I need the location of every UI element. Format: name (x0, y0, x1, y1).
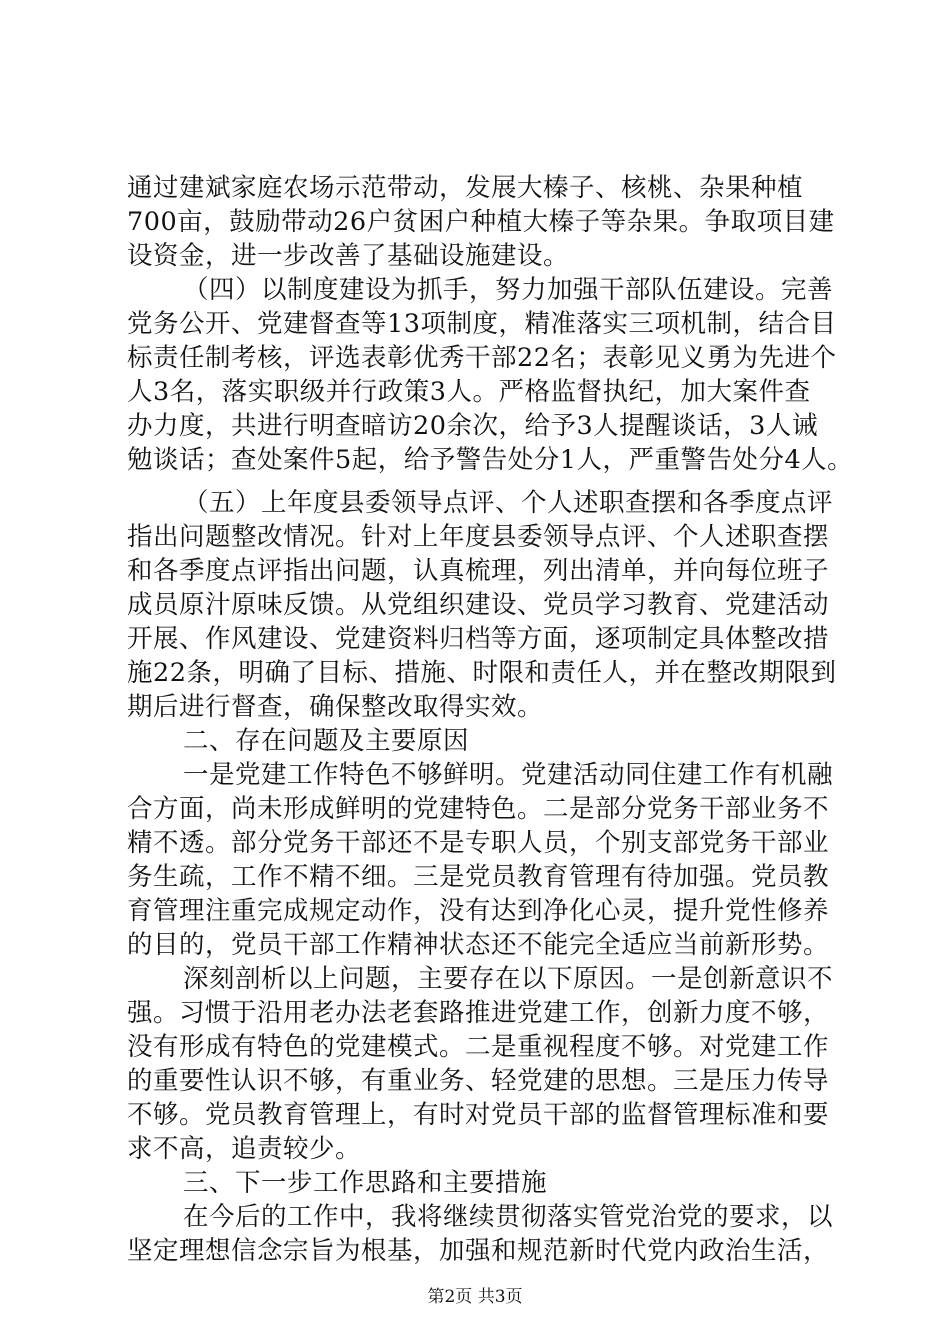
text-line: 党务公开、党建督查等13项制度，精准落实三项机制，结合目 (127, 309, 837, 339)
text-line: 和各季度点评指出问题，认真梳理，列出清单，并向每位班子 (127, 556, 830, 586)
text-line: 标责任制考核，评选表彰优秀干部22名；表彰见义勇为先进个 (127, 343, 837, 373)
text-line: 施22条，明确了目标、措施、时限和责任人，并在整改期限到 (127, 658, 837, 688)
text-line: 指出问题整改情况。针对上年度县委领导点评、个人述职查摆 (127, 522, 830, 552)
text-line: 坚定理想信念宗旨为根基，加强和规范新时代党内政治生活， (127, 1236, 830, 1266)
text-line: （五）上年度县委领导点评、个人述职查摆和各季度点评 (183, 488, 834, 518)
section-heading: 二、存在问题及主要原因 (183, 726, 470, 756)
text-line: 深刻剖析以上问题，主要存在以下原因。一是创新意识不 (183, 964, 834, 994)
text-line: 在今后的工作中，我将继续贯彻落实管党治党的要求，以 (183, 1202, 834, 1232)
text-line: 强。习惯于沿用老办法老套路推进党建工作，创新力度不够， (127, 998, 830, 1028)
text-line: 精不透。部分党务干部还不是专职人员，个别支部党务干部业 (127, 828, 830, 858)
text-line: 的重要性认识不够，有重业务、轻党建的思想。三是压力传导 (127, 1066, 830, 1096)
section-heading: 三、下一步工作思路和主要措施 (183, 1168, 548, 1198)
text-line: 期后进行督查，确保整改取得实效。 (127, 692, 544, 722)
text-line: 勉谈话；查处案件5起，给予警告处分1人，严重警告处分4人。 (127, 445, 854, 475)
text-line: 的目的，党员干部工作精神状态还不能完全适应当前新形势。 (127, 930, 830, 960)
text-line: 一是党建工作特色不够鲜明。党建活动同住建工作有机融 (183, 760, 834, 790)
text-line: 求不高，追责较少。 (127, 1134, 362, 1164)
text-line: 不够。党员教育管理上，有时对党员干部的监督管理标准和要 (127, 1100, 830, 1130)
text-line: 设资金，进一步改善了基础设施建设。 (127, 241, 570, 271)
text-line: 通过建斌家庭农场示范带动，发展大榛子、核桃、杂果种植 (127, 173, 804, 203)
text-line: 开展、作风建设、党建资料归档等方面，逐项制定具体整改措 (127, 624, 830, 654)
text-line: 育管理注重完成规定动作，没有达到净化心灵，提升党性修养 (127, 896, 830, 926)
text-line: 办力度，共进行明查暗访20余次，给予3人提醒谈话，3人诫 (127, 411, 818, 441)
text-line: 务生疏，工作不精不细。三是党员教育管理有待加强。党员教 (127, 862, 830, 892)
text-line: 700亩，鼓励带动26户贫困户种植大榛子等杂果。争取项目建 (127, 207, 835, 237)
text-line: 合方面，尚未形成鲜明的党建特色。二是部分党务干部业务不 (127, 794, 830, 824)
text-line: 没有形成有特色的党建模式。二是重视程度不够。对党建工作 (127, 1032, 830, 1062)
text-line: 成员原汁原味反馈。从党组织建设、党员学习教育、党建活动 (127, 590, 830, 620)
page-footer: 第2页 共3页 (427, 1287, 523, 1307)
text-line: （四）以制度建设为抓手，努力加强干部队伍建设。完善 (183, 275, 834, 305)
text-line: 人3名，落实职级并行政策3人。严格监督执纪，加大案件查 (127, 377, 811, 407)
